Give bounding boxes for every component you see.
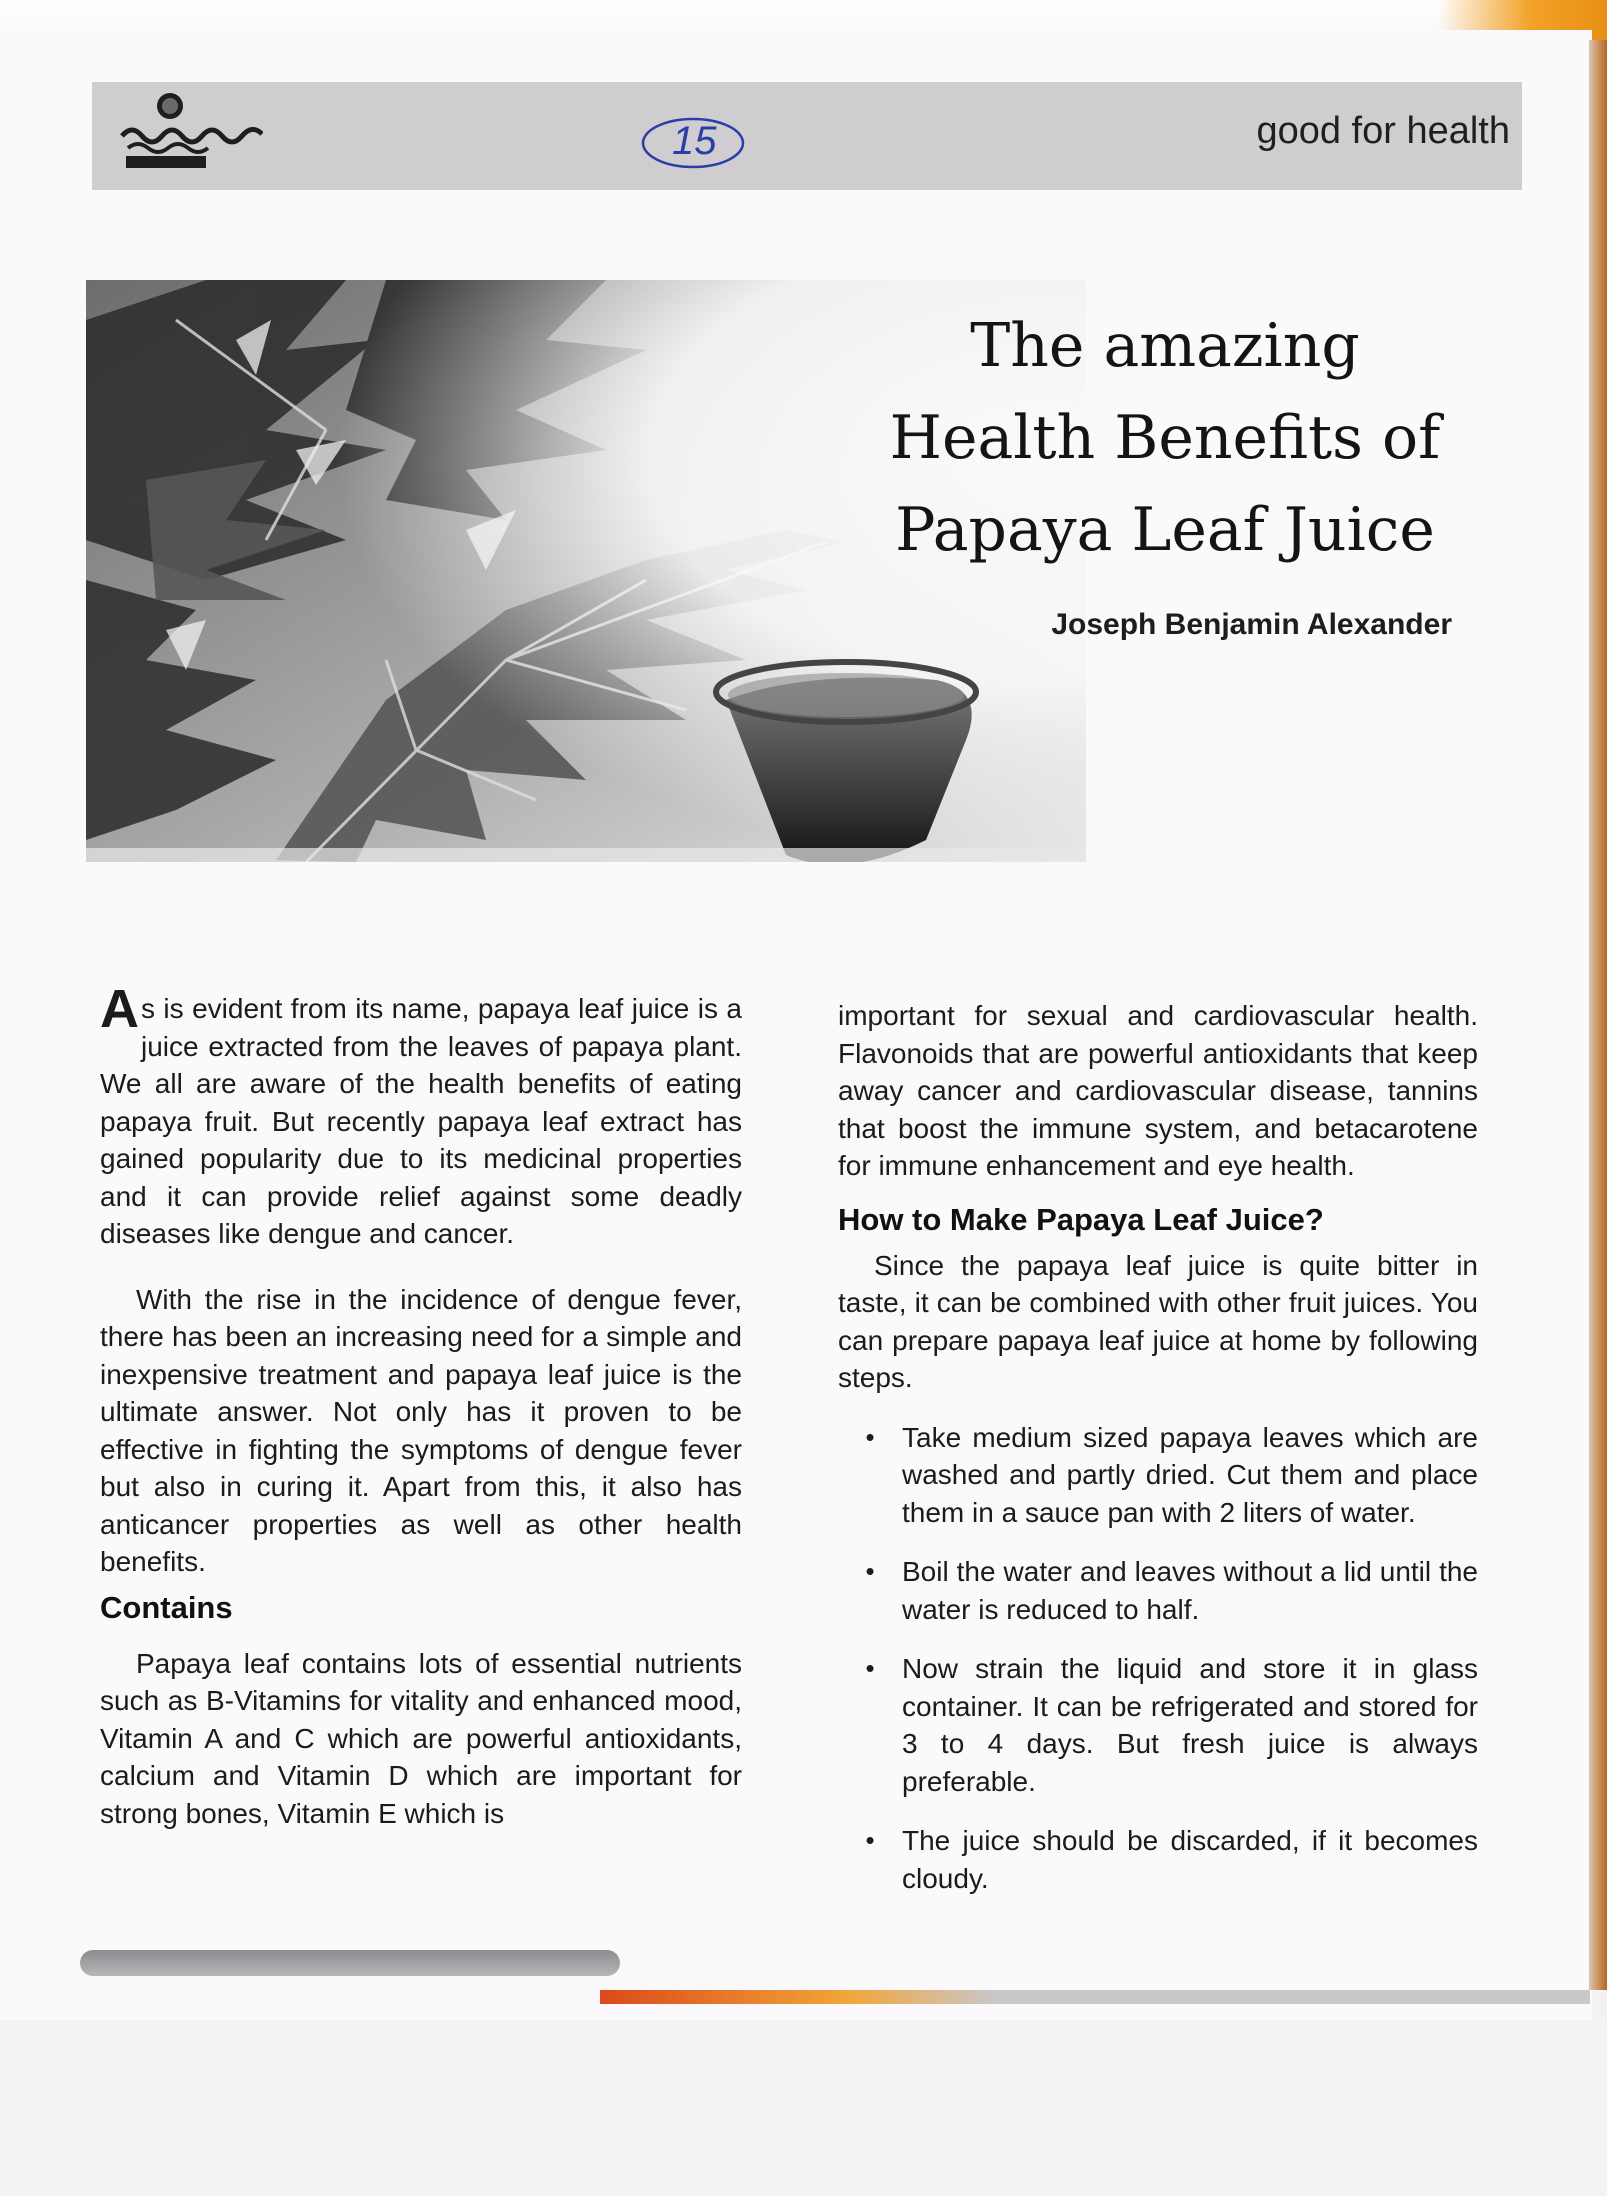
howto-paragraph: Since the papaya leaf juice is quite bitter in taste, it can be combined with other fruit juices. You can prepare papaya leaf juice at home by following steps. — [838, 1249, 1478, 1393]
bullet-icon: • — [865, 1825, 875, 1855]
intro-text: s is evident from its name, papaya leaf juice is a juice extracted from the leaves of papaya plant. We all are aware of the health benefits of eating papaya fruit. But recently papaya leaf extract has gained popularity due to its medicinal properties and it can provide relief against some deadly diseases like dengue and cancer. — [100, 993, 742, 1249]
drop-cap: A — [100, 979, 139, 1039]
right-column — [838, 997, 1478, 1897]
bottom-page-shadow — [80, 1950, 620, 1976]
contains-paragraph: Papaya leaf contains lots of essential nutrients such as B-Vitamins for vitality and enhanced mood, Vitamin A and C which are powerful antioxidants, calcium and Vitamin D which are important for strong bones, Vitamin E which is — [100, 1647, 742, 1829]
handwritten-page-number — [638, 113, 748, 171]
howto-heading: How to Make Papaya Leaf Juice? — [838, 1201, 1324, 1237]
bullet-icon: • — [865, 1653, 875, 1683]
page-number-text: 15 — [672, 119, 717, 163]
left-column — [100, 979, 742, 1832]
bullet-icon: • — [865, 1556, 875, 1586]
right-page-edge — [1589, 40, 1607, 1990]
step-item-2 — [838, 1553, 1478, 1628]
bullet-icon: • — [865, 1421, 875, 1452]
intro-paragraph — [100, 979, 742, 1253]
section-label: good for health — [1256, 110, 1510, 152]
step-text-4: The juice should be discarded, if it becomes cloudy. — [902, 1825, 1478, 1894]
contains-continued-paragraph: important for sexual and cardiovascular health. Flavonoids that are powerful antioxidants that keep away cancer and cardiovascular disease, tannins that boost the immune system, and betacarotene for immune enhancement and eye health. — [838, 1000, 1478, 1181]
title-line-3: Papaya Leaf Juice — [895, 495, 1435, 565]
article-title — [830, 300, 1500, 576]
author-byline: Joseph Benjamin Alexander — [1051, 608, 1452, 641]
step-item-3 — [838, 1650, 1478, 1800]
contains-heading: Contains — [100, 1589, 233, 1625]
step-text-3: Now strain the liquid and store it in glass container. It can be refrigerated and stored for 3 to 4 days. But fresh juice is always preferable. — [902, 1653, 1478, 1797]
step-text-1: Take medium sized papaya leaves which are washed and partly dried. Cut them and place them in a sauce pan with 2 liters of water. — [902, 1421, 1478, 1528]
dengue-paragraph: With the rise in the incidence of dengue fever, there has been an increasing need for a simple and inexpensive treatment and papaya leaf juice is the ultimate answer. Not only has it proven to be effective in fighting the symptoms of dengue fever but also in curing it. Apart from this, it also has anticancer properties as well as other health benefits. — [100, 1283, 742, 1577]
step-item-1 — [838, 1419, 1478, 1532]
scanner-background — [0, 2020, 1607, 2196]
step-text-2: Boil the water and leaves without a lid until the water is reduced to half. — [902, 1556, 1478, 1625]
magazine-logo-icon — [118, 88, 263, 178]
step-item-4 — [838, 1822, 1478, 1897]
title-line-1: The amazing — [970, 311, 1360, 381]
bottom-page-strip — [600, 1990, 1590, 2004]
title-line-2: Health Benefits of — [889, 403, 1441, 473]
